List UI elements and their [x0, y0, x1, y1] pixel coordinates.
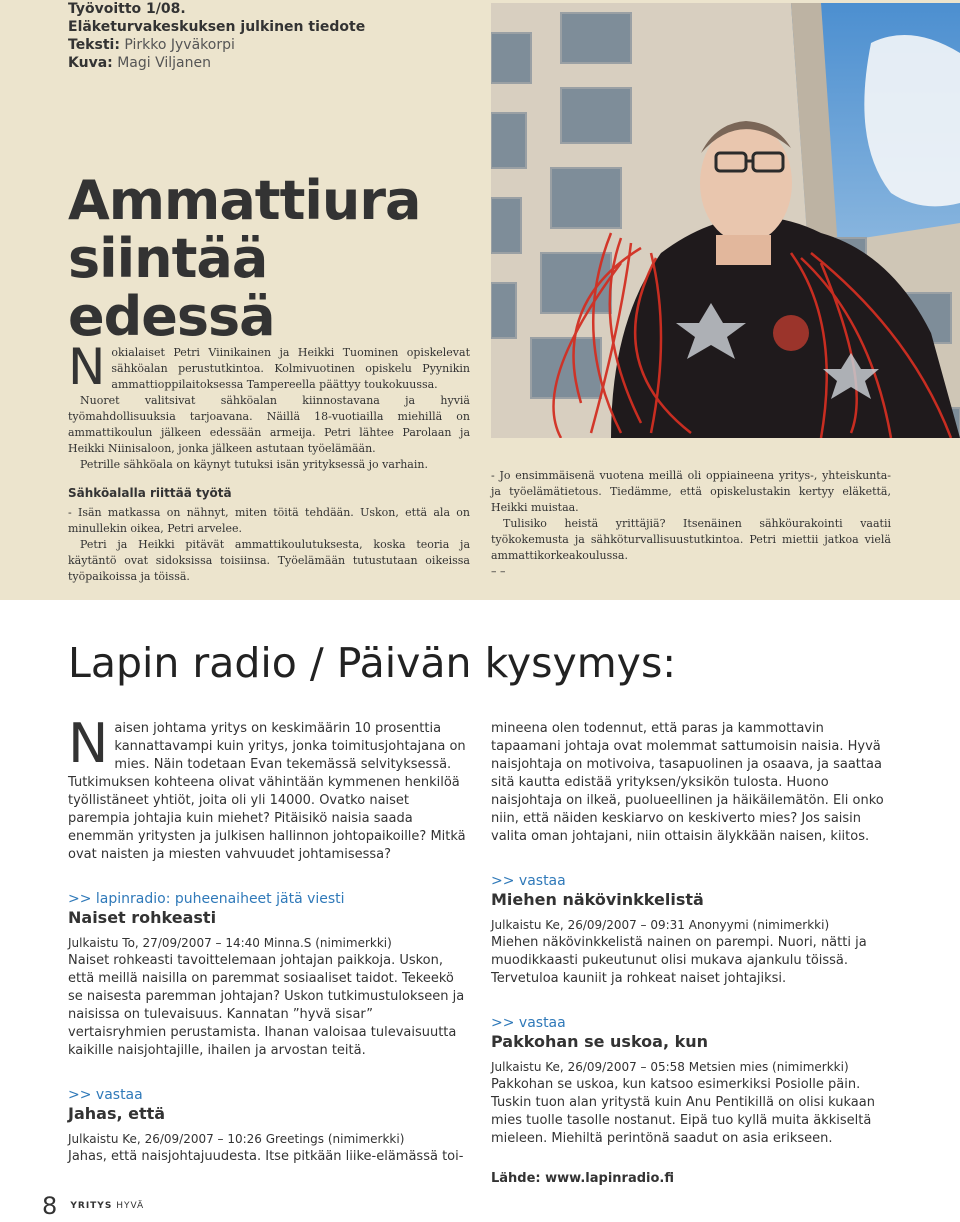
- publication-name-bold: YRITYS: [70, 1201, 113, 1211]
- section-title: Lapin radio / Päivän kysymys:: [68, 639, 677, 687]
- publication-name-rest: HYVÄ: [116, 1201, 145, 1211]
- intro-paragraph-1: okialaiset Petri Viinikainen ja Heikki Tuominen opiskelevat sähköalan perustutkintoa. Kolmivuotinen opiskelu Pyynikin ammattioppilaitoksessa Tampereella päättyy toukokuussa.: [111, 346, 470, 391]
- left-column: [68, 712, 468, 1166]
- source-line: Lähde: www.lapinradio.fi: [491, 1171, 674, 1186]
- reply-link[interactable]: >> vastaa: [68, 1087, 143, 1103]
- comment-body: Naiset rohkeasti tavoittelemaan johtajan paikkoja. Uskon, että meillä naisilla on paremmat sosiaaliset taidot. Tekeekö se naisesta paremman johtajan? Uskon tutkimustulokseen ja naisissa on tulevaisuus. Kannatan ”hyvä sisar” vertaisryhmien perustamista. Ihanan valoisaa tulevaisuutta kaikille naisjohtajille, ihailen ja arvostan teitä.: [68, 953, 465, 1058]
- continuation-paragraph-1: - Jo ensimmäisenä vuotena meillä oli oppiaineena yritys-, yhteiskunta- ja työelämätietous. Tiedämme, että opiskelustakin kertyy eläkettä, Heikki muistaa.: [491, 469, 891, 514]
- comment-continuation: mineena olen todennut, että paras ja kammottavin tapaamani johtaja ovat molemmat sattumoisin naisia. Hyvä naisjohtaja on motivoiva, tasapuolinen ja osaava, ja saattaa sitä kautta edistää yrityksen/yksikön tulosta. Huono naisjohtaja on ilkeä, puolueellinen ja häikäilemätön. Eli onko niin, että näiden keskiarvo on keskiverto mies? Jos saisin valita oman johtajani, niin ottaisin älykkään naisen, kiitos.: [491, 721, 884, 844]
- comment-title: Jahas, että: [68, 1104, 166, 1123]
- continuation-paragraph-2: Tulisiko heistä yrittäjiä? Itsenäinen sähköurakointi vaatii työkokemusta ja sähköturvallisuustutkintoa. Petri miettii jatkoa vielä ammattikorkeakoulussa.: [491, 517, 891, 562]
- comment-link[interactable]: >> lapinradio: puheenaiheet jätä viesti: [68, 891, 345, 907]
- intro-dropcap: N: [68, 338, 106, 396]
- reply-link[interactable]: >> vastaa: [491, 1015, 566, 1031]
- comment-title: Miehen näkövinkkelistä: [491, 890, 704, 909]
- question-dropcap: N: [68, 712, 109, 775]
- comment-title: Naiset rohkeasti: [68, 908, 217, 927]
- author-label: Teksti:: [68, 37, 120, 53]
- publication-name: [70, 1201, 144, 1211]
- page-number: 8: [42, 1192, 58, 1220]
- article-credits: [68, 0, 468, 72]
- comment-meta: Julkaistu Ke, 26/09/2007 – 09:31 Anonyymi (nimimerkki): [491, 918, 830, 932]
- comment-title: Pakkohan se uskoa, kun: [491, 1032, 709, 1051]
- publisher-line: Eläketurvakeskuksen julkinen tiedote: [68, 19, 366, 35]
- comment-meta: Julkaistu Ke, 26/09/2007 – 05:58 Metsien mies (nimimerkki): [491, 1060, 849, 1074]
- comment-body: Miehen näkövinkkelistä nainen on parempi. Nuori, nätti ja muodikkaasti pukeutunut olisi mukava ajankulu töissä. Tervetuloa kauniit ja rohkeat naiset johtajiksi.: [491, 935, 867, 986]
- page-footer: [42, 1192, 144, 1222]
- headline-line-2: siintää edessä: [68, 227, 275, 348]
- photo-label: Kuva:: [68, 55, 113, 71]
- headline-line-1: Ammattiura: [68, 169, 421, 232]
- photographer-name: Magi Viljanen: [117, 55, 211, 71]
- intro-subheading: Sähköalalla riittää työtä: [68, 486, 232, 500]
- continuation-end-mark: – –: [491, 565, 506, 578]
- article-photo: [491, 3, 960, 438]
- intro-paragraph-3: Petrille sähköala on käynyt tutuksi isän yrityksessä jo varhain.: [80, 458, 428, 471]
- comment-meta: Julkaistu To, 27/09/2007 – 14:40 Minna.S (nimimerkki): [68, 936, 392, 950]
- intro-paragraph-2: Nuoret valitsivat sähköalan kiinnostavana ja hyviä työmahdollisuuksia tarjoavana. Näillä 18-vuotiailla miehillä on ammattikoulun jälkeen edessään armeija. Petri lähtee Parolaan ja Heikki Niinisaloon, jonka jälkeen astutaan työelämään.: [68, 394, 470, 455]
- intro-paragraph-5: Petri ja Heikki pitävät ammattikoulutuksesta, koska teoria ja käytäntö ovat sidoksissa toisiinsa. Työelämään tutustutaan oikeissa työpaikoissa ja töissä.: [68, 538, 470, 583]
- issue-line: Työvoitto 1/08.: [68, 1, 186, 17]
- photo-illustration: [491, 3, 960, 438]
- article-continuation: [491, 468, 891, 580]
- reply-link[interactable]: >> vastaa: [491, 873, 566, 889]
- author-name: Pirkko Jyväkorpi: [124, 37, 235, 53]
- question-text: aisen johtama yritys on keskimäärin 10 prosenttia kannattavampi kuin yritys, jonka toimitusjohtajana on mies. Näin todetaan Evan tekemässä selvityksessä. Tutkimuksen kohteena olivat vähintään kymmenen henkilöä työllistäneet yhtiöt, joita oli yli 14000. Ovatko naiset parempia johtajia kuin miehet? Pitäisikö naisia saada enemmän yritysten ja julkisen hallinnon johtopaikoille? Mitkä ovat naisten ja miesten vahvuudet johtamisessa?: [68, 721, 466, 862]
- intro-paragraph-4: - Isän matkassa on nähnyt, miten töitä tehdään. Uskon, että ala on minullekin oikea, Petri arvelee.: [68, 506, 470, 535]
- comment-body: Jahas, että naisjohtajuudesta. Itse pitkään liike-elämässä toi-: [68, 1149, 464, 1164]
- article-headline: [68, 169, 488, 348]
- right-column: [491, 720, 891, 1188]
- comment-body: Pakkohan se uskoa, kun katsoo esimerkiksi Posiolle päin. Tuskin tuon alan yritystä kuin Anu Pentikillä on olisi kukaan mies tuolle tasolle nostanut. Eipä tuo kyllä muita äkkiseltä mieleen. Miehiltä perintönä saadut on asia erikseen.: [491, 1077, 875, 1146]
- article-intro: [68, 338, 470, 585]
- comment-meta: Julkaistu Ke, 26/09/2007 – 10:26 Greetings (nimimerkki): [68, 1132, 405, 1146]
